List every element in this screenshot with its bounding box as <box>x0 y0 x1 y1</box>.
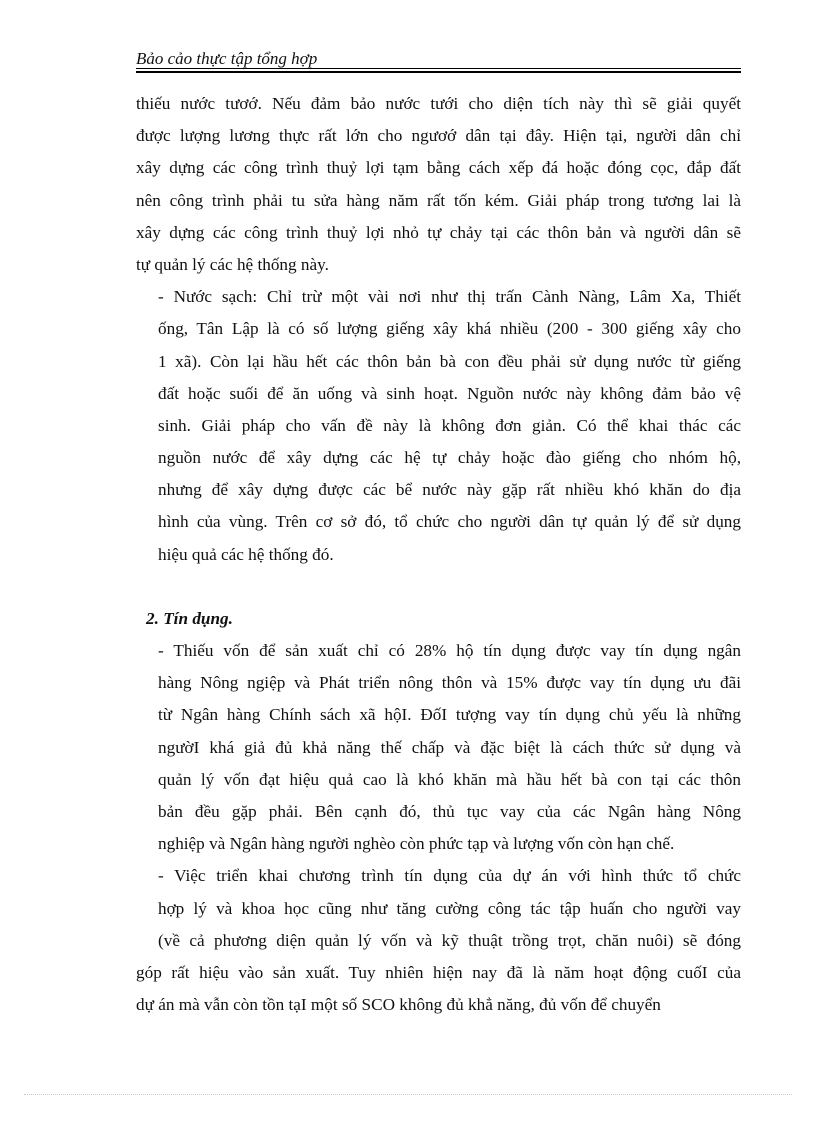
text-line: ngườI khá giả đủ khả năng thế chấp và đặc biệt là cách thức sử dụng và <box>158 737 741 757</box>
bullet-line: - Nước sạch: Chỉ trừ một vài nơi như thị trấn Cành Nàng, Lâm Xa, Thiết <box>158 287 741 307</box>
text-line: ống, Tân Lập là có số lượng giếng xây khá nhiều (200 - 300 giếng xây cho <box>158 319 741 339</box>
text-line: từ Ngân hàng Chính sách xã hộI. ĐốI tượng vay tín dụng chủ yếu là những <box>158 705 741 725</box>
text-line: nguồn nước để xây dựng các hệ tự chảy hoặc đào giếng cho nhóm hộ, <box>158 448 741 468</box>
page-bottom-divider <box>24 1094 792 1095</box>
text-line: sinh. Giải pháp cho vấn đề này là không đơn giản. Có thể khai thác các <box>158 415 741 435</box>
bullet-line: - Việc triển khai chương trình tín dụng của dự án với hình thức tổ chức <box>158 866 741 886</box>
text-line: đất hoặc suối để ăn uống và sinh hoạt. Nguồn nước này không đảm bảo vệ <box>158 383 741 403</box>
text-line: hiệu quả các hệ thống đó. <box>158 544 334 564</box>
text-line: dự án mà vẫn còn tồn tạI một số SCO không đủ khẳ năng, đủ vốn để chuyển <box>136 995 661 1015</box>
text-line: bản đều gặp phải. Bên cạnh đó, thủ tục vay của các Ngân hàng Nông <box>158 801 741 821</box>
text-line: tự quản lý các hệ thống này. <box>136 254 329 274</box>
text-line: xây dựng các công trình thuỷ lợi nhỏ tự chảy tại các thôn bản và người dân sẽ <box>136 222 741 242</box>
text-line: nên công trình phải tu sửa hàng năm rất tốn kém. Giải pháp trong tương lai là <box>136 190 741 210</box>
text-line: được lượng lương thực rất lớn cho ngươớ dân tại đây. Hiện tại, người dân chỉ <box>136 126 741 146</box>
text-line: hình của vùng. Trên cơ sở đó, tổ chức cho người dân tự quản lý để sử dụng <box>158 512 741 532</box>
text-line: hợp lý và khoa học cũng như tăng cường công tác tập huấn cho người vay <box>158 898 741 918</box>
text-line: hàng Nông ngiệp và Phát triển nông thôn và 15% được vay tín dụng ưu đãi <box>158 673 741 693</box>
text-line: nhưng để xây dựng được các bể nước này gặp rất nhiều khó khăn do địa <box>158 480 741 500</box>
text-line: xây dựng các công trình thuỷ lợi tạm bằng cách xếp đá hoặc đóng cọc, đắp đất <box>136 158 741 178</box>
document-body <box>136 88 741 1021</box>
text-line: (về cả phương diện quản lý vốn và kỹ thuật trồng trọt, chăn nuôi) sẽ đóng <box>158 930 741 950</box>
bullet-line: - Thiếu vốn để sản xuất chỉ có 28% hộ tín dụng được vay tín dụng ngân <box>158 641 741 660</box>
header-title: Bảo cảo thực tập tổng hợp <box>136 49 318 68</box>
text-line: nghiệp và Ngân hàng người nghèo còn phức tạp và lượng vốn còn hạn chế. <box>158 834 675 854</box>
spacer <box>136 571 741 603</box>
section-heading: 2. Tín dụng. <box>146 608 233 628</box>
text-line: 1 xã). Còn lại hầu hết các thôn bản bà con đều phải sử dụng nước từ giếng <box>158 351 741 371</box>
text-line: thiếu nước tươớ. Nếu đảm bảo nước tưới cho diện tích này thì sẽ giải quyết <box>136 94 741 113</box>
text-line: quản lý vốn đạt hiệu quả cao là khó khăn mà hầu hết bà con tại các thôn <box>158 769 741 789</box>
header-rule-thick <box>136 71 741 73</box>
text-line: góp rất hiệu vào sản xuất. Tuy nhiên hiện nay đã là năm hoạt động cuốI của <box>136 962 741 982</box>
page-header <box>136 48 741 70</box>
header-rule-thin <box>136 68 741 69</box>
